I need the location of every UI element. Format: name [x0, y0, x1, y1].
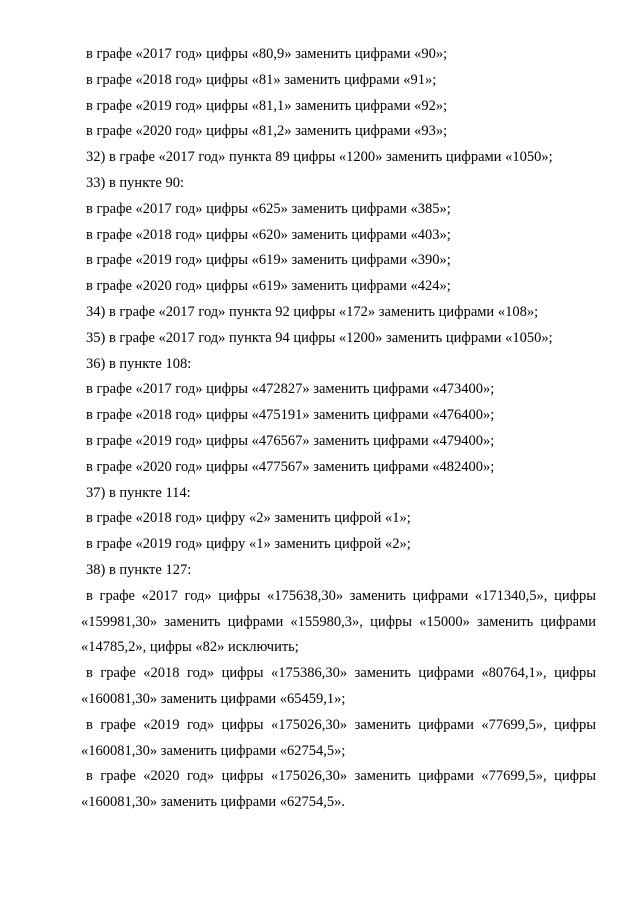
- text-line: «159981,30» заменить цифрами «155980,3», цифры «15000» заменить цифрами: [81, 613, 596, 630]
- text-line: в графе «2020 год» цифры «81,2» заменить цифрами «93»;: [86, 123, 448, 140]
- text-line: 33) в пункте 90:: [86, 174, 184, 191]
- text-line: в графе «2017 год» цифры «625» заменить цифрами «385»;: [86, 200, 451, 217]
- text-line: в графе «2018 год» цифры «475191» заменить цифрами «476400»;: [86, 407, 495, 424]
- text-line: в графе «2020 год» цифры «175026,30» заменить цифрами «77699,5», цифры: [86, 768, 596, 785]
- text-line: в графе «2019 год» цифры «175026,30» заменить цифрами «77699,5», цифры: [86, 716, 596, 733]
- text-line: в графе «2019 год» цифры «476567» заменить цифрами «479400»;: [86, 432, 495, 449]
- text-line: 32) в графе «2017 год» пункта 89 цифры «1200» заменить цифрами «1050»;: [86, 149, 553, 166]
- text-line: в графе «2017 год» цифры «472827» заменить цифрами «473400»;: [86, 381, 495, 398]
- text-line: «160081,30» заменить цифрами «65459,1»;: [81, 690, 346, 707]
- document-body: [81, 42, 596, 816]
- text-line: «14785,2», цифры «82» исключить;: [81, 639, 299, 656]
- text-line: 37) в пункте 114:: [86, 484, 191, 501]
- text-line: 36) в пункте 108:: [86, 355, 192, 372]
- text-line: «160081,30» заменить цифрами «62754,5».: [81, 794, 346, 811]
- text-line: в графе «2018 год» цифры «175386,30» заменить цифрами «80764,1», цифры: [86, 665, 596, 682]
- text-line: в графе «2020 год» цифры «477567» заменить цифрами «482400»;: [86, 458, 495, 475]
- text-line: в графе «2017 год» цифры «80,9» заменить цифрами «90»;: [86, 46, 448, 62]
- text-line: в графе «2018 год» цифру «2» заменить цифрой «1»;: [86, 510, 411, 527]
- text-line: «160081,30» заменить цифрами «62754,5»;: [81, 742, 346, 759]
- text-line: в графе «2017 год» цифры «175638,30» заменить цифрами «171340,5», цифры: [86, 587, 596, 604]
- text-line: в графе «2018 год» цифры «620» заменить цифрами «403»;: [86, 226, 451, 243]
- text-line: в графе «2020 год» цифры «619» заменить цифрами «424»;: [86, 278, 451, 295]
- text-line: 35) в графе «2017 год» пункта 94 цифры «1200» заменить цифрами «1050»;: [86, 329, 553, 346]
- text-line: в графе «2018 год» цифры «81» заменить цифрами «91»;: [86, 71, 437, 88]
- text-line: в графе «2019 год» цифры «81,1» заменить цифрами «92»;: [86, 97, 448, 114]
- text-line: 38) в пункте 127:: [86, 561, 192, 578]
- text-line: 34) в графе «2017 год» пункта 92 цифры «172» заменить цифрами «108»;: [86, 303, 539, 320]
- text-line: в графе «2019 год» цифру «1» заменить цифрой «2»;: [86, 536, 411, 553]
- text-line: в графе «2019 год» цифры «619» заменить цифрами «390»;: [86, 252, 451, 269]
